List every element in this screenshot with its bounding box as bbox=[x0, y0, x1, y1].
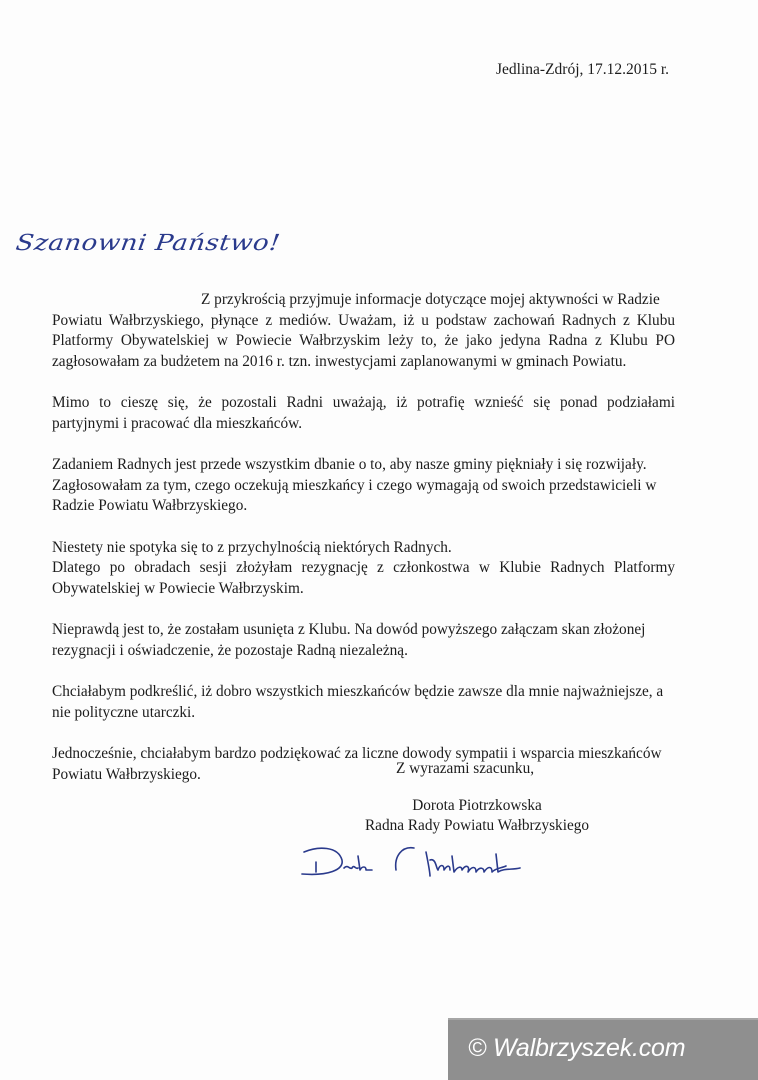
watermark-banner bbox=[448, 1018, 758, 1080]
letter-body bbox=[52, 290, 675, 806]
signer-title: Radna Rady Powiatu Wałbrzyskiego bbox=[364, 817, 590, 834]
text-line: rezygnacji i oświadczenie, że pozostaje Radną niezależną. bbox=[52, 641, 408, 659]
text-line: zagłosowałam za budżetem na 2016 r. tzn. inwestycjami zaplanowanymi w gminach Powiatu. bbox=[52, 352, 627, 370]
place-date: Jedlina-Zdrój, 17.12.2015 r. bbox=[496, 61, 670, 78]
text-line: Zadaniem Radnych jest przede wszystkim dbanie o to, aby nasze gminy piękniały i się rozwijały. bbox=[52, 456, 647, 473]
paragraph-7 bbox=[52, 744, 675, 785]
text-line: Z przykrością przyjmuje informacje dotyczące mojej aktywności w Radzie bbox=[201, 291, 660, 308]
paragraph-6 bbox=[52, 682, 675, 723]
signature-block bbox=[362, 796, 592, 836]
paragraph-3 bbox=[52, 455, 675, 517]
text-line: Jednocześnie, chciałabym bardzo podziękować za liczne dowody sympatii i wsparcia mieszkańców bbox=[52, 745, 662, 762]
text-line: Obywatelskiej w Powiecie Wałbrzyskim. bbox=[52, 579, 304, 597]
paragraph-1 bbox=[52, 290, 675, 372]
text-line: Radzie Powiatu Wałbrzyskiego. bbox=[52, 497, 248, 514]
handwritten-signature bbox=[298, 836, 548, 886]
text-line: Niestety nie spotyka się to z przychylnością niektórych Radnych. bbox=[52, 538, 452, 556]
paragraph-5 bbox=[52, 620, 675, 661]
text-line: nie polityczne utarczki. bbox=[52, 703, 196, 721]
text-line: Dlatego po obradach sesji złożyłam rezygnację z członkostwa w Klubie Radnych Platformy bbox=[52, 559, 675, 576]
text-line: Nieprawdą jest to, że zostałam usunięta z Klubu. Na dowód powyższego załączam skan złożonej bbox=[52, 621, 646, 638]
text-line: Powiatu Wałbrzyskiego. bbox=[52, 765, 201, 783]
text-line: partyjnymi i pracować dla mieszkańców. bbox=[52, 414, 303, 432]
text-line: Platformy Obywatelskiej w Powiecie Wałbrzyskim leży to, że jako jedyna Radna z Klubu PO bbox=[52, 332, 675, 349]
watermark-text: © Walbrzyszek.com bbox=[468, 1034, 686, 1062]
text-line: Powiatu Wałbrzyskiego, płynące z mediów. Uważam, iż u podstaw zachowań Radnych z Klubu bbox=[52, 311, 675, 329]
paragraph-2 bbox=[52, 393, 675, 434]
closing-phrase: Z wyrazami szacunku, bbox=[396, 760, 535, 777]
text-line: Chciałabym podkreślić, iż dobro wszystkich mieszkańców będzie zawsze dla mnie najważniejsze, a bbox=[52, 683, 664, 700]
text-line: Zagłosowałam za tym, czego oczekują mieszkańcy i czego wymagają od swoich przedstawicieli w bbox=[52, 476, 657, 494]
signer-name: Dorota Piotrzkowska bbox=[412, 797, 542, 814]
handwritten-greeting: Szanowni Państwo! bbox=[14, 230, 283, 256]
text-line: Mimo to cieszę się, że pozostali Radni uważają, iż potrafię wznieść się ponad podziałami bbox=[52, 394, 675, 411]
paragraph-4 bbox=[52, 538, 675, 600]
